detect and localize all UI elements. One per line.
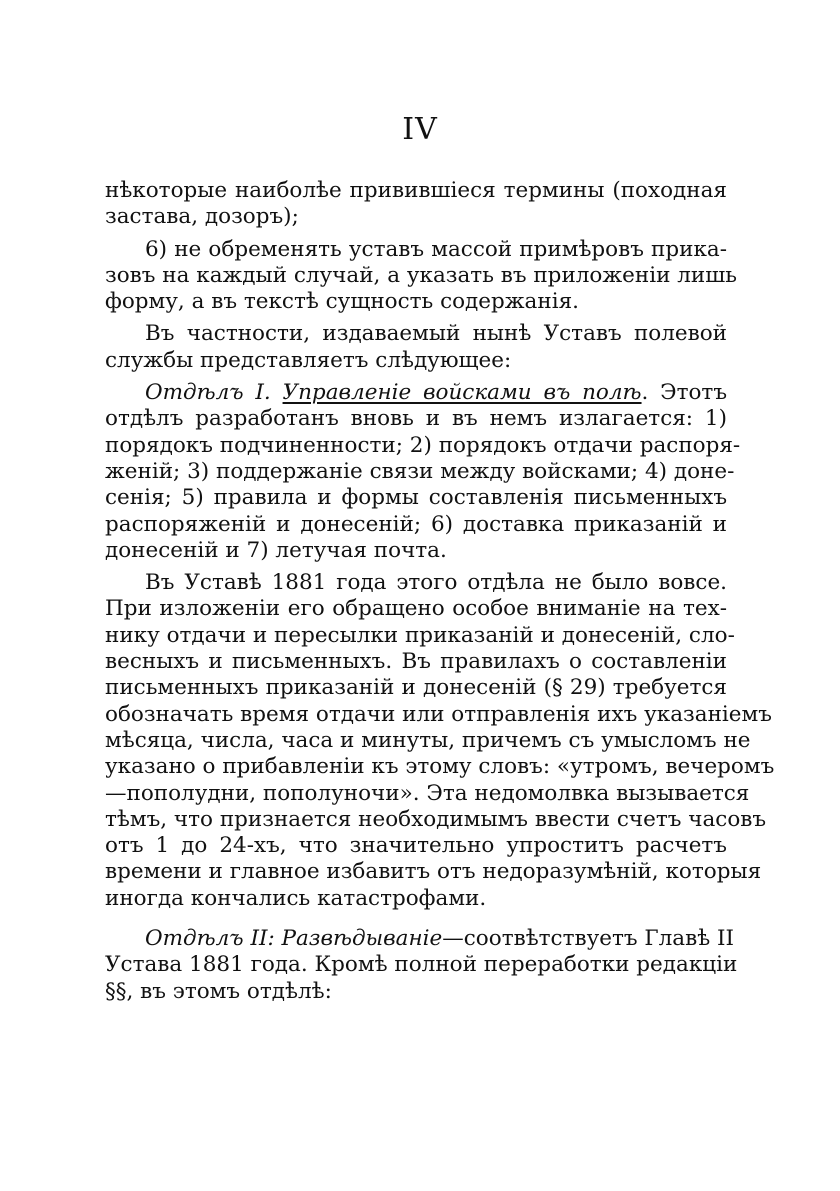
section-1-heading-rest: . Этотъ bbox=[641, 380, 728, 406]
text-line: застава, дозоръ); bbox=[105, 204, 299, 230]
text-line: порядокъ подчиненности; 2) порядокъ отдачи распоря- bbox=[105, 432, 741, 458]
text-line: Въ Уставѣ 1881 года этого отдѣла не было вовсе. bbox=[145, 570, 727, 596]
paragraph-in-particular bbox=[105, 321, 727, 374]
paragraph-terms-continued bbox=[105, 178, 727, 231]
section-2-heading-line bbox=[105, 926, 734, 952]
paragraph-section-2 bbox=[105, 926, 738, 1005]
text-line: нѣкоторые наиболѣе привившіеся термины (походная bbox=[105, 178, 727, 203]
section-2-title: Отдѣлъ II: Развѣдываніе bbox=[145, 926, 443, 952]
text-line: При изложеніи его обращено особое вниманіе на тех- bbox=[105, 596, 727, 622]
text-line: тѣмъ, что признается необходимымъ ввести счетъ часовъ bbox=[105, 806, 767, 832]
text-line: отъ 1 до 24-хъ, что значительно упроститъ расчетъ bbox=[105, 833, 727, 859]
text-line: донесеній и 7) летучая почта. bbox=[105, 537, 447, 563]
text-line: женій; 3) поддержаніе связи между войсками; 4) доне- bbox=[105, 458, 735, 484]
text-line: службы представляетъ слѣдующее: bbox=[105, 347, 512, 373]
text-line: 6) не обременять уставъ массой примѣровъ прика- bbox=[145, 236, 727, 262]
paragraph-section-1 bbox=[105, 380, 741, 564]
paragraph-item-6 bbox=[105, 236, 737, 316]
text-line: мѣсяца, числа, часа и минуты, причемъ съ умысломъ не bbox=[105, 727, 751, 753]
text-line: весныхъ и письменныхъ. Въ правилахъ о составленіи bbox=[105, 649, 727, 675]
text-line: указано о прибавленіи къ этому словъ: «утромъ, вечеромъ bbox=[105, 754, 775, 780]
text-line: §§, въ этомъ отдѣлѣ: bbox=[105, 978, 332, 1004]
text-line: —пополудни, пополуночи». Эта недомолвка вызывается bbox=[105, 780, 750, 806]
page-number: IV bbox=[402, 112, 438, 147]
text-line: отдѣлъ разработанъ вновь и въ немъ излагается: 1) bbox=[105, 406, 727, 432]
text-line: нику отдачи и пересылки приказаній и донесеній, сло- bbox=[105, 622, 735, 648]
text-line: распоряженій и донесеній; 6) доставка приказаній и bbox=[105, 511, 727, 537]
section-2-heading-rest: —соотвѣтствуетъ Главѣ II bbox=[442, 926, 734, 952]
text-line: Въ частности, издаваемый нынѣ Уставъ полевой bbox=[145, 321, 727, 347]
paragraph-ustav-1881 bbox=[105, 570, 775, 912]
text-line: времени и главное избавитъ отъ недоразумѣній, которыя bbox=[105, 859, 762, 885]
text-line: Устава 1881 года. Кромѣ полной переработки редакціи bbox=[105, 952, 738, 978]
text-line: зовъ на каждый случай, а указать въ приложеніи лишь bbox=[105, 262, 737, 288]
section-1-title: Управленіе войсками въ полѣ bbox=[282, 380, 642, 406]
text-line: форму, а въ текстѣ сущность содержанія. bbox=[105, 289, 579, 315]
text-line: письменныхъ приказаній и донесеній (§ 29) требуется bbox=[105, 675, 727, 701]
section-1-label: Отдѣлъ I. bbox=[145, 380, 271, 406]
text-line: обозначать время отдачи или отправленія ихъ указаніемъ bbox=[105, 701, 772, 727]
document-body bbox=[105, 178, 775, 1011]
text-line: сенія; 5) правила и формы составленія письменныхъ bbox=[105, 485, 727, 511]
text-line: иногда кончались катастрофами. bbox=[105, 885, 487, 911]
section-1-heading-line bbox=[105, 380, 727, 406]
